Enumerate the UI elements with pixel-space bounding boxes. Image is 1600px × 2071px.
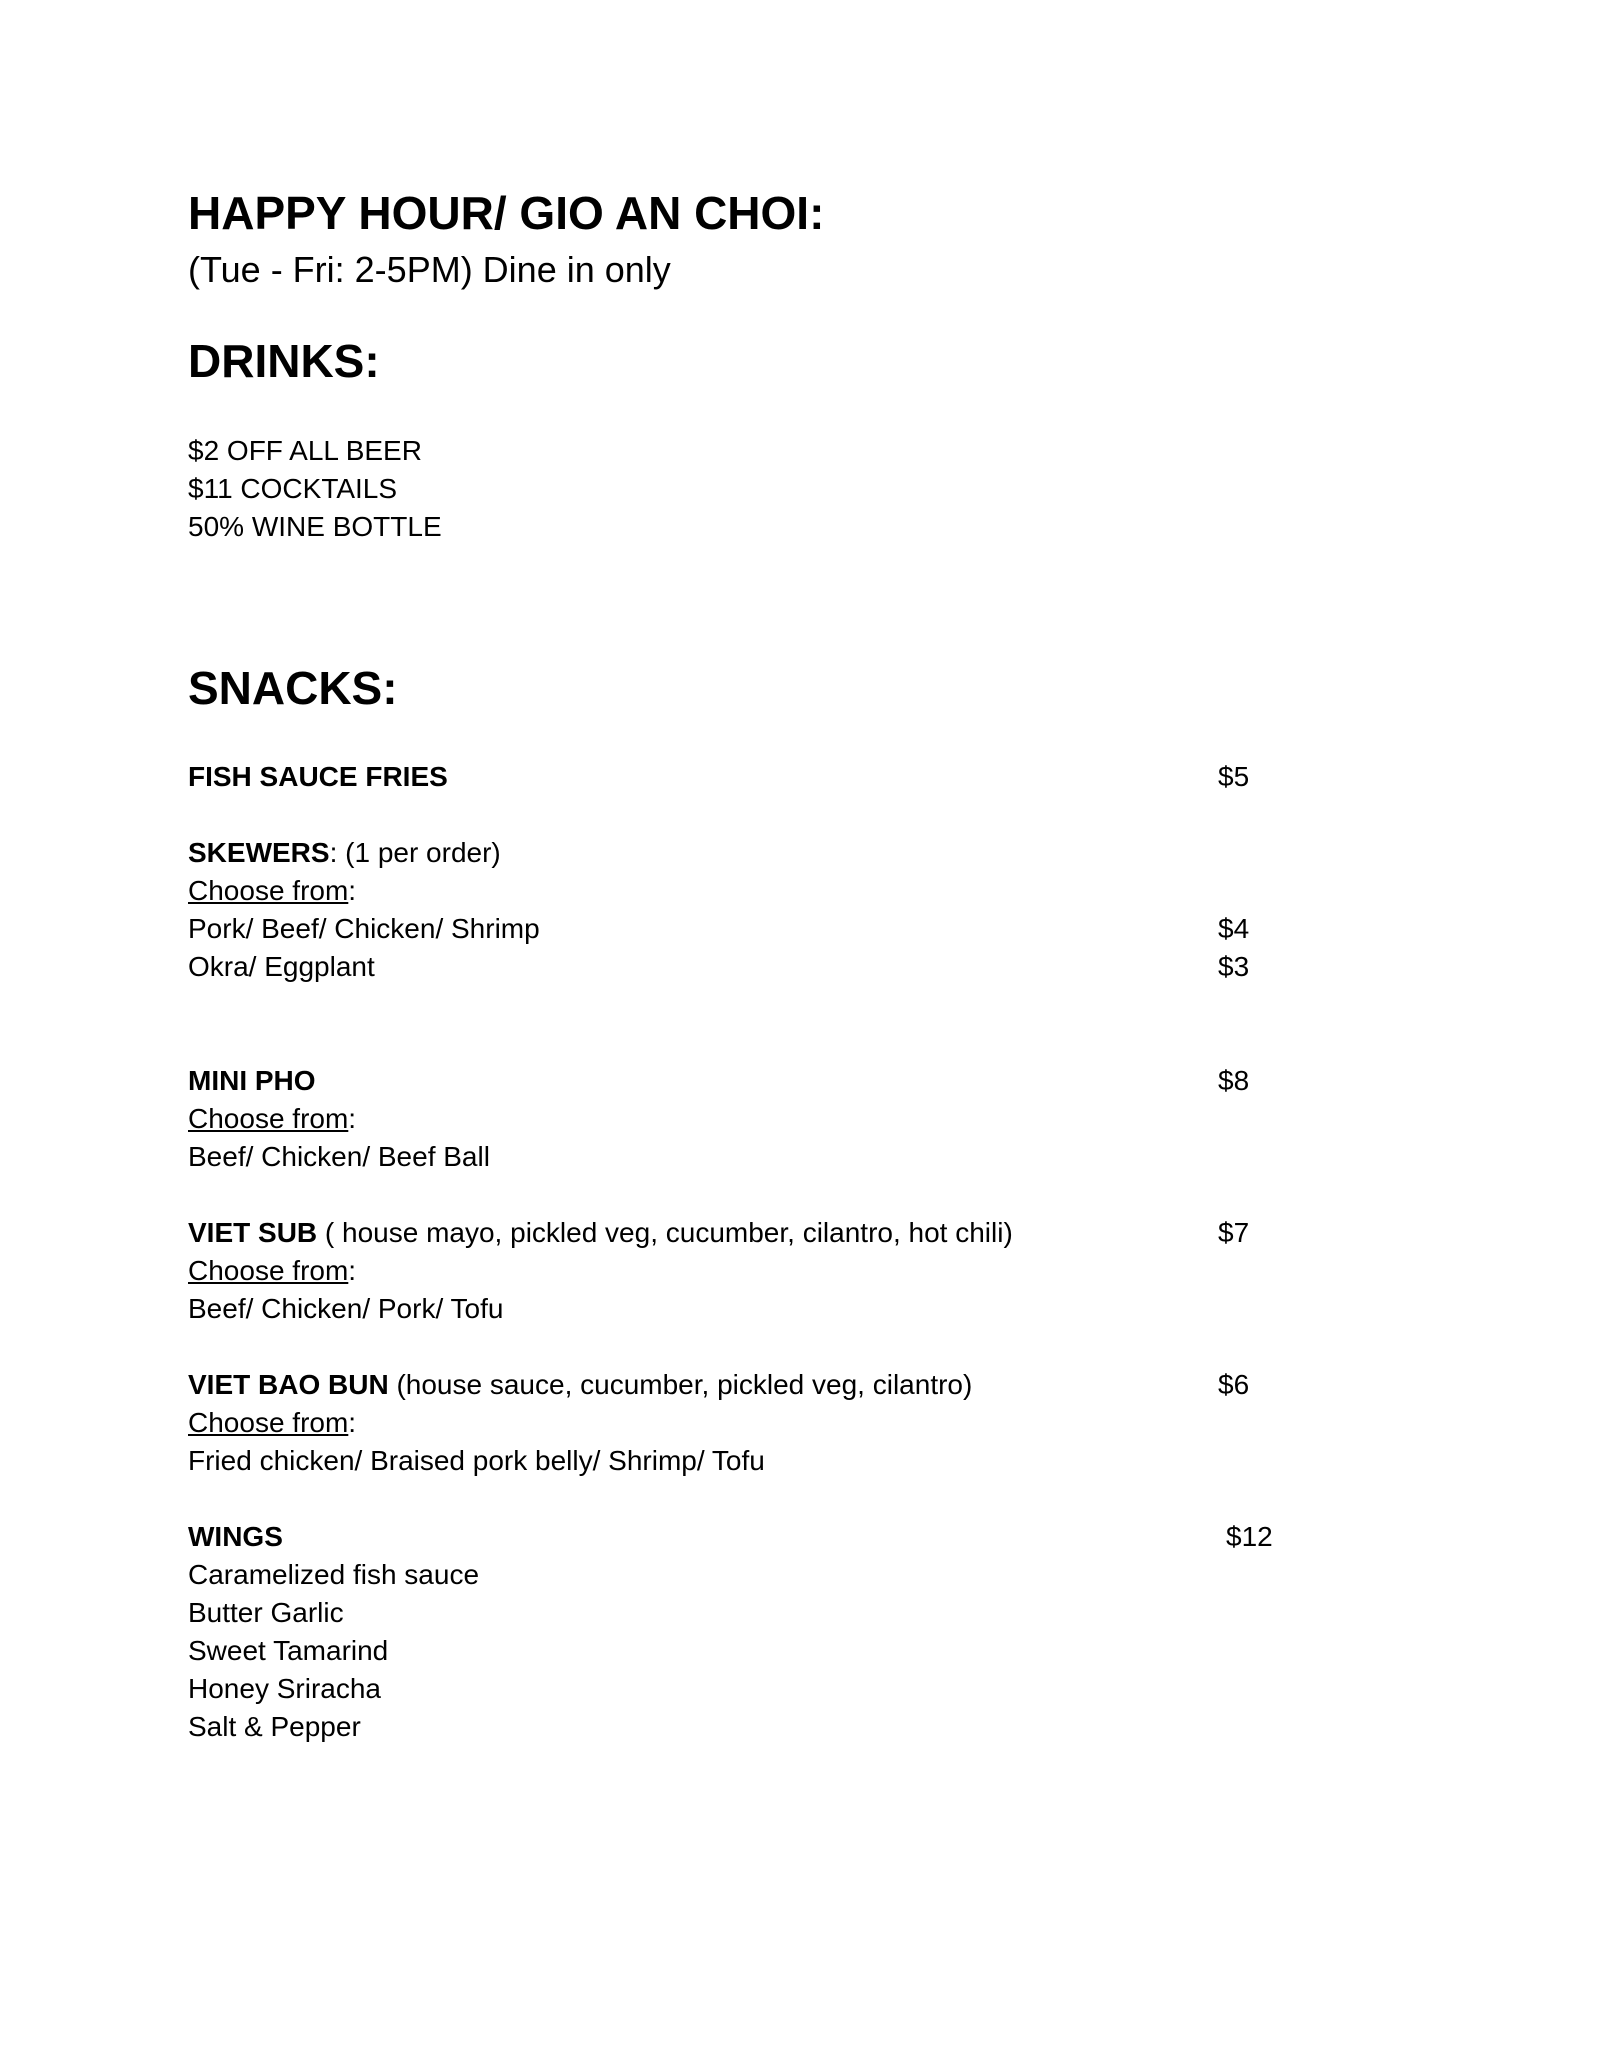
mini-pho-options: Beef/ Chicken/ Beef Ball bbox=[188, 1141, 490, 1172]
viet-bao-bun-title bbox=[188, 1371, 972, 1399]
skewers-option-price: $3 bbox=[1218, 951, 1250, 982]
wings-flavor: Sweet Tamarind bbox=[188, 1635, 389, 1666]
mini-pho-price: $8 bbox=[1218, 1065, 1250, 1096]
viet-bao-bun-desc: (house sauce, cucumber, pickled veg, cilantro) bbox=[388, 1369, 973, 1400]
wings-flavor: Honey Sriracha bbox=[188, 1673, 381, 1704]
snacks-heading: SNACKS: bbox=[188, 662, 398, 714]
mini-pho-name: MINI PHO bbox=[188, 1065, 316, 1096]
skewers-choose-label: Choose from: bbox=[188, 875, 357, 906]
skewers-title bbox=[188, 839, 501, 867]
viet-sub-choose-label: Choose from: bbox=[188, 1255, 357, 1286]
viet-sub-price: $7 bbox=[1218, 1217, 1250, 1248]
page-title: HAPPY HOUR/ GIO AN CHOI: bbox=[188, 187, 825, 239]
drinks-heading: DRINKS: bbox=[188, 335, 380, 387]
wings-price: $12 bbox=[1226, 1521, 1273, 1552]
viet-sub-title bbox=[188, 1219, 1013, 1247]
viet-sub-name: VIET SUB bbox=[188, 1217, 318, 1248]
wings-flavor: Caramelized fish sauce bbox=[188, 1559, 480, 1590]
drink-item: 50% WINE BOTTLE bbox=[188, 511, 442, 542]
viet-bao-bun-choose-label: Choose from: bbox=[188, 1407, 357, 1438]
skewers-option: Okra/ Eggplant bbox=[188, 951, 375, 982]
fish-sauce-fries-price: $5 bbox=[1218, 761, 1250, 792]
hours-subtitle: (Tue - Fri: 2-5PM) Dine in only bbox=[188, 249, 671, 290]
viet-sub-options: Beef/ Chicken/ Pork/ Tofu bbox=[188, 1293, 504, 1324]
wings-flavor: Salt & Pepper bbox=[188, 1711, 361, 1742]
viet-bao-bun-options: Fried chicken/ Braised pork belly/ Shrimp/ Tofu bbox=[188, 1445, 765, 1476]
viet-bao-bun-name: VIET BAO BUN bbox=[188, 1369, 389, 1400]
skewers-note: : (1 per order) bbox=[329, 837, 501, 868]
wings-name: WINGS bbox=[188, 1521, 283, 1552]
viet-bao-bun-price: $6 bbox=[1218, 1369, 1250, 1400]
skewers-option: Pork/ Beef/ Chicken/ Shrimp bbox=[188, 913, 540, 944]
mini-pho-choose-label: Choose from: bbox=[188, 1103, 357, 1134]
wings-flavor: Butter Garlic bbox=[188, 1597, 344, 1628]
drink-item: $11 COCKTAILS bbox=[188, 473, 398, 504]
viet-sub-desc: ( house mayo, pickled veg, cucumber, cilantro, hot chili) bbox=[317, 1217, 1013, 1248]
drink-item: $2 OFF ALL BEER bbox=[188, 435, 422, 466]
fish-sauce-fries-name: FISH SAUCE FRIES bbox=[188, 761, 448, 792]
skewers-option-price: $4 bbox=[1218, 913, 1250, 944]
skewers-name: SKEWERS bbox=[188, 837, 330, 868]
